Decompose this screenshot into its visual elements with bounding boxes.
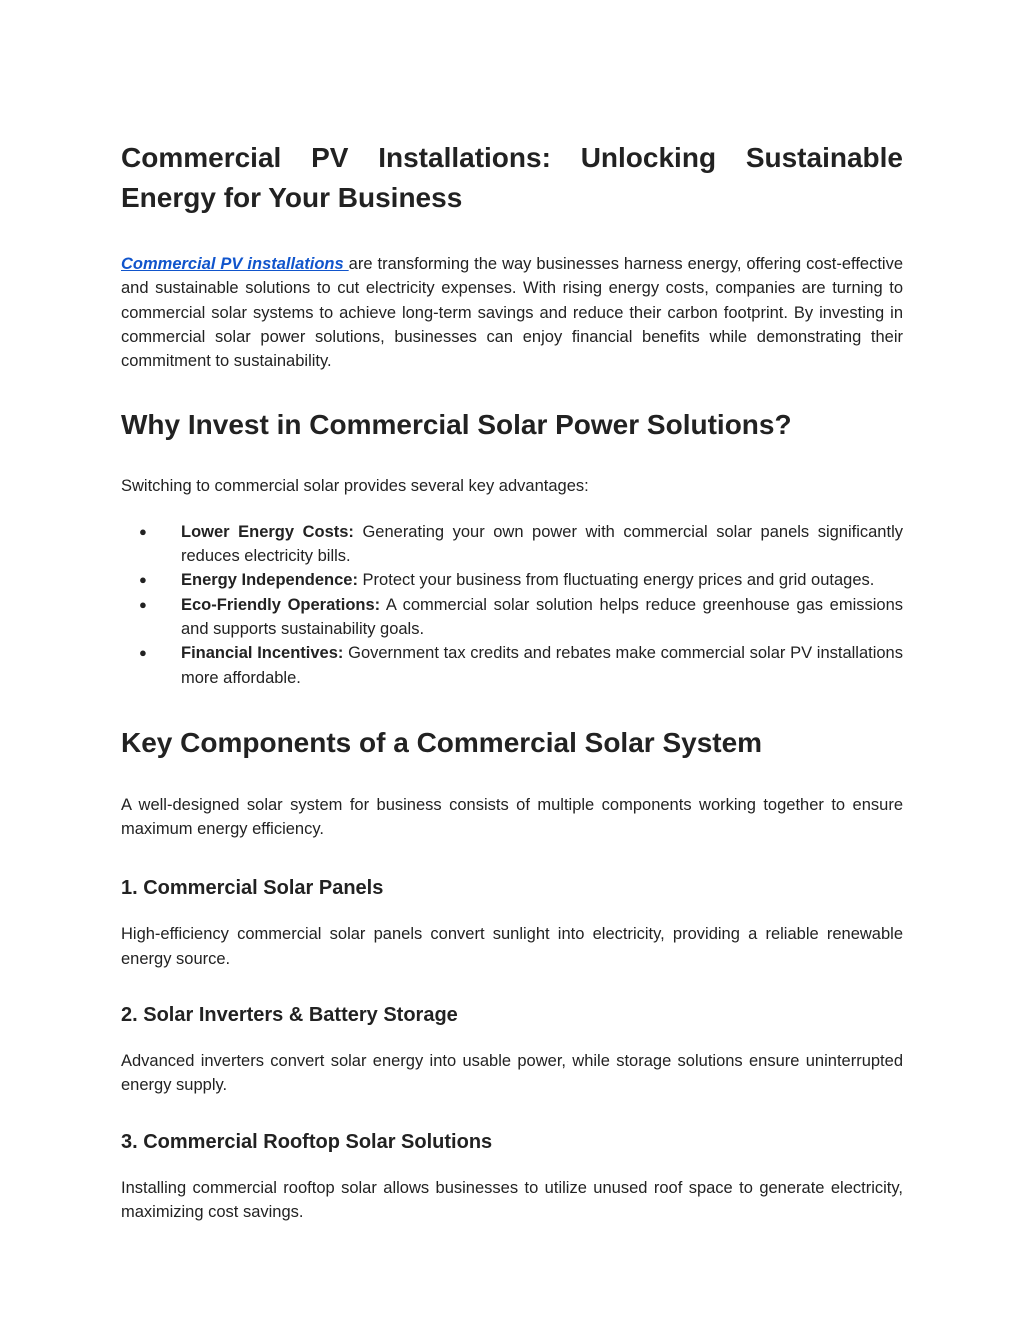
list-item-text: Government tax credits and rebates make commercial solar PV installations more affordable. (181, 644, 903, 687)
intro-paragraph (121, 252, 903, 373)
section-lead-advantages: Switching to commercial solar provides several key advantages: (121, 477, 589, 496)
list-item (121, 568, 903, 592)
document-page (121, 138, 903, 1224)
section-heading-why-invest: Why Invest in Commercial Solar Power Solutions? (121, 409, 792, 441)
list-item-text: A commercial solar solution helps reduce greenhouse gas emissions and supports sustainability goals. (181, 595, 903, 638)
commercial-pv-installations-link[interactable]: Commercial PV installations (121, 255, 349, 273)
list-item-term: Energy Independence: (181, 571, 358, 590)
bullet-icon: ● (139, 645, 147, 661)
list-item-text: Protect your business from fluctuating energy prices and grid outages. (357, 571, 875, 590)
list-item-term: Eco-Friendly Operations: (181, 595, 381, 614)
section-heading-key-components: Key Components of a Commercial Solar System (121, 726, 763, 758)
page-title-line-2: Energy for Your Business (121, 182, 463, 213)
page-title (121, 138, 903, 218)
list-item (121, 641, 903, 690)
intro-text: are transforming the way businesses harness energy, offering cost-effective and sustainable solutions to cut electricity expenses. With rising energy costs, companies are turning to commercial solar systems to achieve long-term savings and reduce their carbon footprint. By investing in commercial solar power solutions, businesses can enjoy financial benefits while demonstrating their commitment to sustainability. (121, 255, 903, 371)
subheading-inverters-storage: 2. Solar Inverters & Battery Storage (121, 1004, 458, 1027)
list-item (121, 593, 903, 642)
section-lead-components: A well-designed solar system for business consists of multiple components working together to ensure maximum energy efficiency. (121, 795, 903, 839)
page-title-line-1: Commercial PV Installations: Unlocking Sustainable (121, 142, 903, 173)
list-item-term: Financial Incentives: (181, 644, 344, 663)
paragraph-rooftop-solar: Installing commercial rooftop solar allows businesses to utilize unused roof space to generate electricity, maximizing cost savings. (121, 1178, 903, 1221)
bullet-icon: ● (139, 523, 147, 539)
subheading-rooftop-solar: 3. Commercial Rooftop Solar Solutions (121, 1130, 493, 1153)
subheading-solar-panels: 1. Commercial Solar Panels (121, 877, 384, 900)
bullet-icon: ● (139, 596, 147, 612)
paragraph-inverters-storage: Advanced inverters convert solar energy into usable power, while storage solutions ensure uninterrupted energy supply. (121, 1052, 903, 1095)
paragraph-solar-panels: High-efficiency commercial solar panels convert sunlight into electricity, providing a reliable renewable energy source. (121, 925, 903, 968)
bullet-icon: ● (139, 572, 147, 588)
advantages-list (121, 520, 903, 690)
list-item-text: Generating your own power with commercial solar panels significantly reduces electricity bills. (181, 522, 903, 566)
list-item (121, 520, 903, 569)
list-item-term: Lower Energy Costs: (181, 522, 354, 541)
